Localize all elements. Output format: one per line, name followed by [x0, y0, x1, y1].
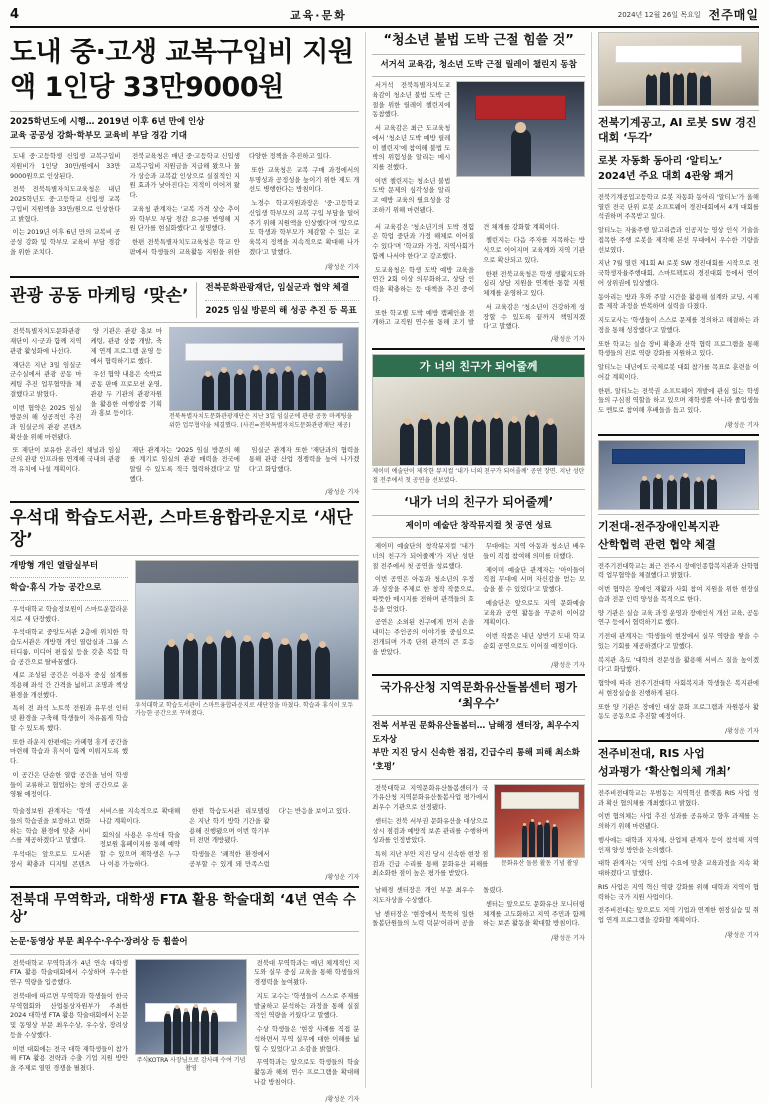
welfare-headline-1: 기전대-전주장애인복지관 [597, 519, 720, 533]
lead-deck-2: 교육 공공성 강화·학부모 교육비 부담 경감 기대 [10, 130, 187, 141]
tourism-body-bottom: 또 재단이 보유한 온라인 채널과 임실군의 관광 인프라를 연계해 국내외 관광객 유치에 나설 계획이다. 재단 관계자는 '2025 임실 방문의 해를 계기로 임실의 관광 매력을 전국에 알릴 수 있도록 적극 협력하겠다'고 말했다. 임실군 관계자 또한 '재단과의 협력을 통해 관광 산업 경쟁력을 높여 나가겠다'고 화답했다. [10, 445, 360, 483]
tourism-photo [169, 327, 359, 411]
section-name: 교육·문화 [290, 8, 347, 22]
ris-headline-2: 성과평가 ‘확산협의체 개최’ [597, 765, 731, 779]
lead-body: 도내 중·고등학생 신입생 교복구입비 지원비가 1인당 30만/원에서 33만9000원으로 인상된다. 전북 전북특별자치도교육청은 내년 2025학년도 중·고등학교 신입생 교복구입비 지원액을 33만/원으로 인상한다고 밝혔다. 이는 2019년 이후 6년 만의 교복비 공공성 강화 및 학부모 교육비 부담 경감을 위한 조치다. 전북교육청은 매년 중·고등학교 신입생 교복구입비 지원금을 지급해 왔으나 물가 상승과 교복값 인상으로 실질적인 지원 효과가 낮아진다는 지적이 이어져 왔다. 교육청 관계자는 '교복 가격 상승 추이와 학부모 부담 경감 요구를 반영해 지원 단가를 현실화했다'고 설명했다. 한편 전북특별자치도교육청은 학교 안팎에서 학생들의 교육활동 지원을 위한 다양한 정책을 추진하고 있다. 또한 교육청은 교복 구매 과정에서의 투명성과 공정성을 높이기 위한 제도 개선도 병행한다는 방침이다. 노경수 학교지원과장은 '중·고등학교 신입생 학부모의 교복 구입 부담을 덜어주기 위해 지원액을 인상했다'며 '앞으로도 학생과 학부모가 체감할 수 있는 교육복지 정책을 지속적으로 확대해 나가겠다'고 말했다. [10, 152, 360, 256]
tourism-photo-caption: 전북특별자치도문화관광재단은 지난 3일 임실군에 관광 공동 마케팅을 위한 업무협약을 체결했다. (사진=전북특별자치도문화관광재단 제공) [169, 413, 353, 430]
gambling-headline: “청소년 불법 도박 근절 힘쓸 것” [383, 33, 574, 48]
friend-byline: /황성운 기자 [551, 662, 586, 670]
fta-body-right: 전북대 무역학과는 매년 체계적인 지도와 실무 중심 교육을 통해 학생들의 경쟁력을 높여왔다. 지도 교수는 '학생들이 스스로 주제를 발굴하고 분석하는 과정을 통해 실질적인 역량을 키웠다'고 말했다. 수상 학생들은 '현장 사례를 직접 분석하면서 무역 실무에 대한 이해를 넓힐 수 있었다'고 소감을 밝혔다. 무역학과는 앞으로도 학생들의 학술 활동과 해외 연수 프로그램을 확대해 나갈 방침이다. [254, 958, 360, 1086]
article-robot [598, 32, 759, 429]
library-byline: /황성운 기자 [325, 873, 360, 881]
article-gambling [372, 32, 585, 343]
gambling-byline: /황성운 기자 [551, 336, 586, 344]
tourism-deck-1: 전북문화관광재단, 임실군과 협약 체결 [205, 283, 349, 294]
tourism-body-left: 전북특별자치도문화관광재단이 시·군과 함께 지역 관광 활성화에 나선다. 재단은 지난 3일 임실군 군수실에서 관광 공동 마케팅 추진 업무협약을 체결했다고 밝혔다. 이번 협약은 2025 임실 방문의 해 성공적인 추진과 임실군의 관광 콘텐츠 확산을 위해 마련됐다. 양 기관은 관광 홍보 마케팅, 관광 상품 개발, 축제 연계 프로그램 운영 등에서 협력하기로 했다. 우선 협약 내용은 숙박료 공동 판매 프로모션 운영, 관광 두 기관의 관광자원을 활용한 여행상품 기획과 홍보 등이다. [10, 327, 162, 441]
library-body-left: 우석대학교 학술정보원이 스마트운합라운지로 새 단장했다. 우석대학교 중앙도서관 2층에 위치한 학습도서관은 개방형 개인 열람실과 그룹 스터디룸, 미디어 편집실 등을 갖춘 복합 학습 공간으로 탈바꿈했다. 새로 조성된 공간은 이용자 중심 설계를 적용해 좌석 간 간격을 넓히고 조명과 책상 환경을 개선했다. 특히 전 좌석 노트북 전원과 유무선 인터넷 환경을 구축해 학생들이 자유롭게 학습할 수 있도록 했다. 또한 라운지 한편에는 카페형 휴게 공간을 마련해 학습과 휴식이 함께 이뤄지도록 했다. 이 공간은 단순한 열람 공간을 넘어 학생들이 교류하고 협업하는 창의 공간으로 운영될 예정이다. [10, 604, 128, 799]
lead-byline: /황성운 기자 [325, 264, 360, 272]
library-headline: 우석대 학습도서관, 스마트융합라운지로 ‘새단장’ [10, 507, 353, 550]
fta-photo-caption: 주식KOTRA 사장님으로 감사패 수여 기념 촬영 [136, 1056, 246, 1073]
robot-photo [598, 32, 759, 106]
column-divider-2 [591, 32, 592, 1088]
lead-deck-1: 2025학년도에 시행… 2019년 이후 6년 만에 인상 [10, 117, 205, 128]
center-byline: /황성운 기자 [551, 935, 586, 943]
robot-headline-2: 로봇 자동화 동아리 ‘알티노’ [597, 155, 723, 167]
publication-date: 2024년 12월 26일 목요일 [617, 10, 701, 19]
library-photo [135, 560, 359, 700]
fta-deck: 논문·동영상 부문 최우수·우수·장려상 등 휩쓸어 [10, 937, 188, 948]
center-deck-2: 부만 지진 당시 신속한 점검, 긴급수리 통해 피해 최소화 ‘호평’ [372, 748, 580, 772]
center-body-left: 전북대학교 지역문화유산돌봄센터가 국가유산청 지역문화유산돌봄사업 평가에서 최우수 기관으로 선정됐다. 센터는 전북 서부권 문화유산을 대상으로 상시 점검과 예방적 보존 관리를 수행하며 성과를 인정받았다. 특히 지난 부안 지진 당시 신속한 현장 점검과 긴급 수리를 통해 문화유산 피해를 최소화한 점이 높은 평가를 받았다. [372, 783, 489, 878]
gambling-body-left: 서거석 전북특별자치도교육감이 청소년 불법 도박 근절을 위한 릴레이 챌린지에 동참했다. 서 교육감은 최근 도교육청에서 '청소년 도박 예방 릴레이 챌린지'에 참여해 불법 도박의 위험성을 알리는 메시지를 전했다. 이번 챌린지는 청소년 불법 도박 문제의 심각성을 알리고 예방 교육의 필요성을 강조하기 위해 마련됐다. [372, 81, 451, 214]
friend-deck: 제이미 예술단 창작뮤지컬 첫 공연 성료 [405, 520, 552, 531]
gambling-deck: 서거석 교육감, 청소년 도박 근절 릴레이 챌린지 동참 [380, 59, 577, 70]
fta-photo [135, 959, 247, 1055]
article-tourism [10, 282, 359, 495]
center-body-bottom: 남해경 센터장은 개인 부문 최우수지도자상을 수상했다. 남 센터장은 '현장에서 묵묵히 일한 돌봄단원들의 노력 덕분'이라며 공을 돌렸다. 센터는 앞으로도 문화유산 모니터링 체계를 고도화하고 지역 주민과 함께하는 보존 활동을 확대할 방침이다. [372, 886, 586, 928]
lead-headline: 도내 중·고생 교복구입비 지원액 1인당 33만9000원 [10, 37, 354, 103]
center-photo [494, 784, 585, 858]
tourism-headline: 관광 공동 마케팅 ‘맞손’ [10, 286, 189, 307]
friend-photo-caption: 제이미 예술단이 제작한 뮤지컬 ‘내가 너의 친구가 되어줄께’ 공연 장면. 지난 성탄절 전주에서 첫 공연을 선보였다. [372, 468, 585, 484]
paper-title: 전주매일 [708, 8, 759, 22]
library-photo-caption: 우석대학교 학습도서관이 스마트융합라운지로 새단장을 마쳤다. 학습과 휴식이 모두 가능한 공간으로 꾸며졌다. [135, 701, 354, 718]
article-friend [372, 354, 585, 669]
friend-photo [372, 354, 585, 466]
robot-byline: /황성운 기자 [725, 421, 759, 429]
center-deck-1: 전북 서부권 문화유산돌봄터… 남해경 센터장, 최우수지도자상 [372, 721, 580, 745]
article-heritage-center [372, 680, 585, 942]
welfare-body: 전주기전대학교는 최근 전주시 장애인종합복지관과 산학협력 업무협약을 체결했다고 밝혔다. 이번 협약은 장애인 재활과 사회 참여 지원을 위한 현장실습과 전문 인력 양성을 목적으로 한다. 양 기관은 실습 교육 과정 운영과 장애인식 개선 교육, 공동 연구 등에서 협력하기로 했다. 기전대 관계자는 '학생들이 현장에서 실무 역량을 쌓을 수 있는 기회를 제공하겠다'고 말했다. 복지관 측도 '대학의 전문성을 활용해 서비스 질을 높이겠다'고 화답했다. 협약에 따라 전주기전대학 사회복지과 학생들은 복지관에서 현장실습을 진행하게 된다. 또한 양 기관은 장애인 대상 문화 프로그램과 자원봉사 활동도 공동으로 추진할 예정이다. [597, 562, 759, 721]
center-headline: 국가유산청 지역문화유산돌봄센터 평가 ‘최우수’ [380, 680, 578, 710]
center-photo-caption: 문화유산 돌봄 활동 기념 촬영 [501, 859, 579, 867]
masthead-right [618, 6, 759, 23]
page-content [10, 32, 759, 1103]
tourism-deck-2: 2025 임실 방문의 해 성공 추진 등 목표 [205, 305, 357, 316]
column-right [598, 32, 759, 1088]
ris-headline-1: 전주비전대, RIS 사업 [597, 747, 705, 761]
fta-body-left: 전북대학교 무역학과가 4년 연속 대학생 FTA 활용 학술대회에서 수상하며 우수한 연구 역량을 입증했다. 전북대에 따르면 무역학과 학생들이 한국무역협회와 산업통상자원부가 주최한 2024 대학생 FTA 활용 학술대회에서 논문 및 동영상 부문 최우수상, 우수상, 장려상 등을 수상했다. 이번 대회에는 전국 대학 재학생들이 참가해 FTA 활용 전략과 수출 기업 지원 방안을 주제로 열띤 경쟁을 펼쳤다. [10, 958, 129, 1073]
article-library [10, 507, 359, 881]
gambling-body-bottom: 서 교육감은 '청소년기의 도박 경험은 학업 중단과 가정 해체로 이어질 수 있다'며 '학교와 가정, 지역사회가 함께 나서야 한다'고 강조했다. 도교육청은 학생 도박 예방 교육을 연간 2회 이상 의무화하고, 상담 인력을 확충하는 등 대책을 추진 중이다. 또한 학교별 도박 예방 캠페인을 전개하고 교직원 연수를 통해 조기 발견 체계를 강화할 계획이다. 챌린지는 다음 주자를 지목하는 방식으로 이어지며 교육계와 지역 기관으로 확산되고 있다. 한편 전북교육청은 학생 생활지도와 심리 상담 지원을 연계한 통합 지원 체계를 운영하고 있다. 서 교육감은 '청소년이 건강하게 성장할 수 있도록 끝까지 책임지겠다'고 말했다. [372, 222, 586, 331]
column-middle [372, 32, 585, 1088]
ris-byline: /황성운 기자 [725, 931, 759, 939]
welfare-byline: /황성운 기자 [725, 728, 759, 736]
article-fta [10, 892, 359, 1103]
article-welfare [598, 440, 759, 735]
friend-banner-text: 가 너의 친구가 되어줄께 [373, 355, 584, 377]
friend-body: 제이미 예술단의 창작뮤지컬 '내가 너의 친구가 되어줄께'가 지난 성탄절 전주에서 첫 공연을 성료했다. 이번 공연은 아동과 청소년의 우정과 성장을 주제로 한 창작 작품으로, 따뜻한 메시지를 전하며 관객들의 호응을 얻었다. 공연은 소외된 친구에게 먼저 손을 내미는 주인공의 이야기를 중심으로 전개되며 가족 단위 관객의 큰 호응을 받았다. 무대에는 지역 아동과 청소년 배우들이 직접 참여해 의미를 더했다. 제이미 예술단 관계자는 '아이들이 직접 무대에 서며 자신감을 얻는 모습을 볼 수 있었다'고 말했다. 예술단은 앞으로도 지역 문화예술 교육과 공연 활동을 꾸준히 이어갈 계획이다. 이번 작품은 내년 상반기 도내 학교 순회 공연으로도 이어질 예정이다. [372, 542, 586, 656]
column-left [10, 32, 360, 1103]
tourism-byline: /황성운 기자 [325, 488, 360, 496]
fta-headline: 전북대 무역학과, 대학생 FTA 활용 학술대회 ‘4년 연속 수상’ [10, 891, 356, 926]
robot-headline-3: 2024년 주요 대회 4관왕 쾌거 [597, 171, 734, 183]
article-ris [598, 746, 759, 939]
welfare-headline-2: 산학협력 관련 협약 체결 [597, 538, 716, 552]
robot-body: 전북기계공업고등학교 로봇 자동화 동아리 '알티노'가 올해 열린 전국 단위 로봇 소프트웨어 경진대회에서 4개 대회를 석권하며 주목받고 있다. 알티노는 자율주행 알고리즘과 인공지능 영상 인식 기술을 접목한 주행 로봇을 제작해 본선 무대에서 우수한 기량을 선보였다. 지난 7월 열린 제1회 AI 로봇 SW 경진대회를 시작으로 전국학생자율주행대회, 스마트팩토리 경진대회 등에서 연이어 상위권에 입상했다. 동아리는 방과 후와 주말 시간을 활용해 설계와 코딩, 시제품 제작 과정을 반복하며 실력을 다졌다. 지도교사는 '학생들이 스스로 문제를 정의하고 해결하는 과정을 통해 성장했다'고 말했다. 또한 학교는 실습 장비 확충과 산학 협력 프로그램을 통해 학생들의 진로 역량 강화를 지원하고 있다. 알티노는 내년에도 국제로봇 대회 참가를 목표로 훈련을 이어갈 계획이다. 한편, 알티노는 전북권 소프트웨어 개발에 관심 있는 학생들의 구심점 역할을 하고 있으며 재학생뿐 아니라 졸업생들도 멘토로 참여해 후배들을 돕고 있다. [597, 193, 759, 415]
robot-headline-1: 전북기계공고, AI 로봇 SW 경진대회 ‘두각’ [597, 116, 757, 145]
library-body-bottom: 학술정보원 관계자는 '학생들의 학습권을 보장하고 변화하는 학습 환경에 맞춘 서비스를 제공하겠다'고 말했다. 우석대는 앞으로도 도서관 장서 확충과 디지털 콘텐츠 서비스를 지속적으로 확대해 나갈 계획이다. 회의실 사용은 우석대 학술정보원 홈페이지를 통해 예약할 수 있으며 재학생은 누구나 이용 가능하다. 한편 학습도서관 리모델링은 지난 학기 방학 기간을 활용해 진행됐으며 이번 학기부터 전면 개방됐다. 학생들은 '쾌적한 환경에서 공부할 수 있게 돼 만족스럽다'는 반응을 보이고 있다. [10, 807, 351, 868]
gambling-photo [456, 81, 585, 177]
friend-headline: ‘내가 너의 친구가 되어줄께’ [404, 495, 554, 510]
masthead [10, 6, 759, 28]
library-deck-1: 개방형 개인 열람실부터 [10, 560, 99, 571]
welfare-photo [598, 440, 759, 510]
page-number: 4 [10, 7, 20, 22]
article-lead [10, 36, 359, 271]
library-deck-2: 학습·휴식 가능 공간으로 [10, 583, 102, 594]
fta-byline: /황성운 기자 [325, 1095, 360, 1103]
column-divider-1 [365, 32, 366, 1088]
ris-body: 전주비전대학교는 우범동는 지역혁신 플랫폼 RIS 사업 성과 확산 협의체를 개최했다고 밝혔다. 이번 협의체는 사업 추진 성과를 공유하고 향후 과제를 논의하기 위해 마련됐다. 행사에는 대학과 지자체, 산업체 관계자 등이 참석해 지역 인재 양성 방안을 논의했다. 대학 관계자는 '지역 산업 수요에 맞춘 교육과정을 지속 확대하겠다'고 말했다. RIS 사업은 지역 혁신 역량 강화를 위해 대학과 지역이 협력하는 국가 지원 사업이다. 전주비전대는 앞으로도 지역 기업과 연계한 현장실습 및 취업 연계 프로그램을 강화할 계획이다. [597, 789, 759, 925]
